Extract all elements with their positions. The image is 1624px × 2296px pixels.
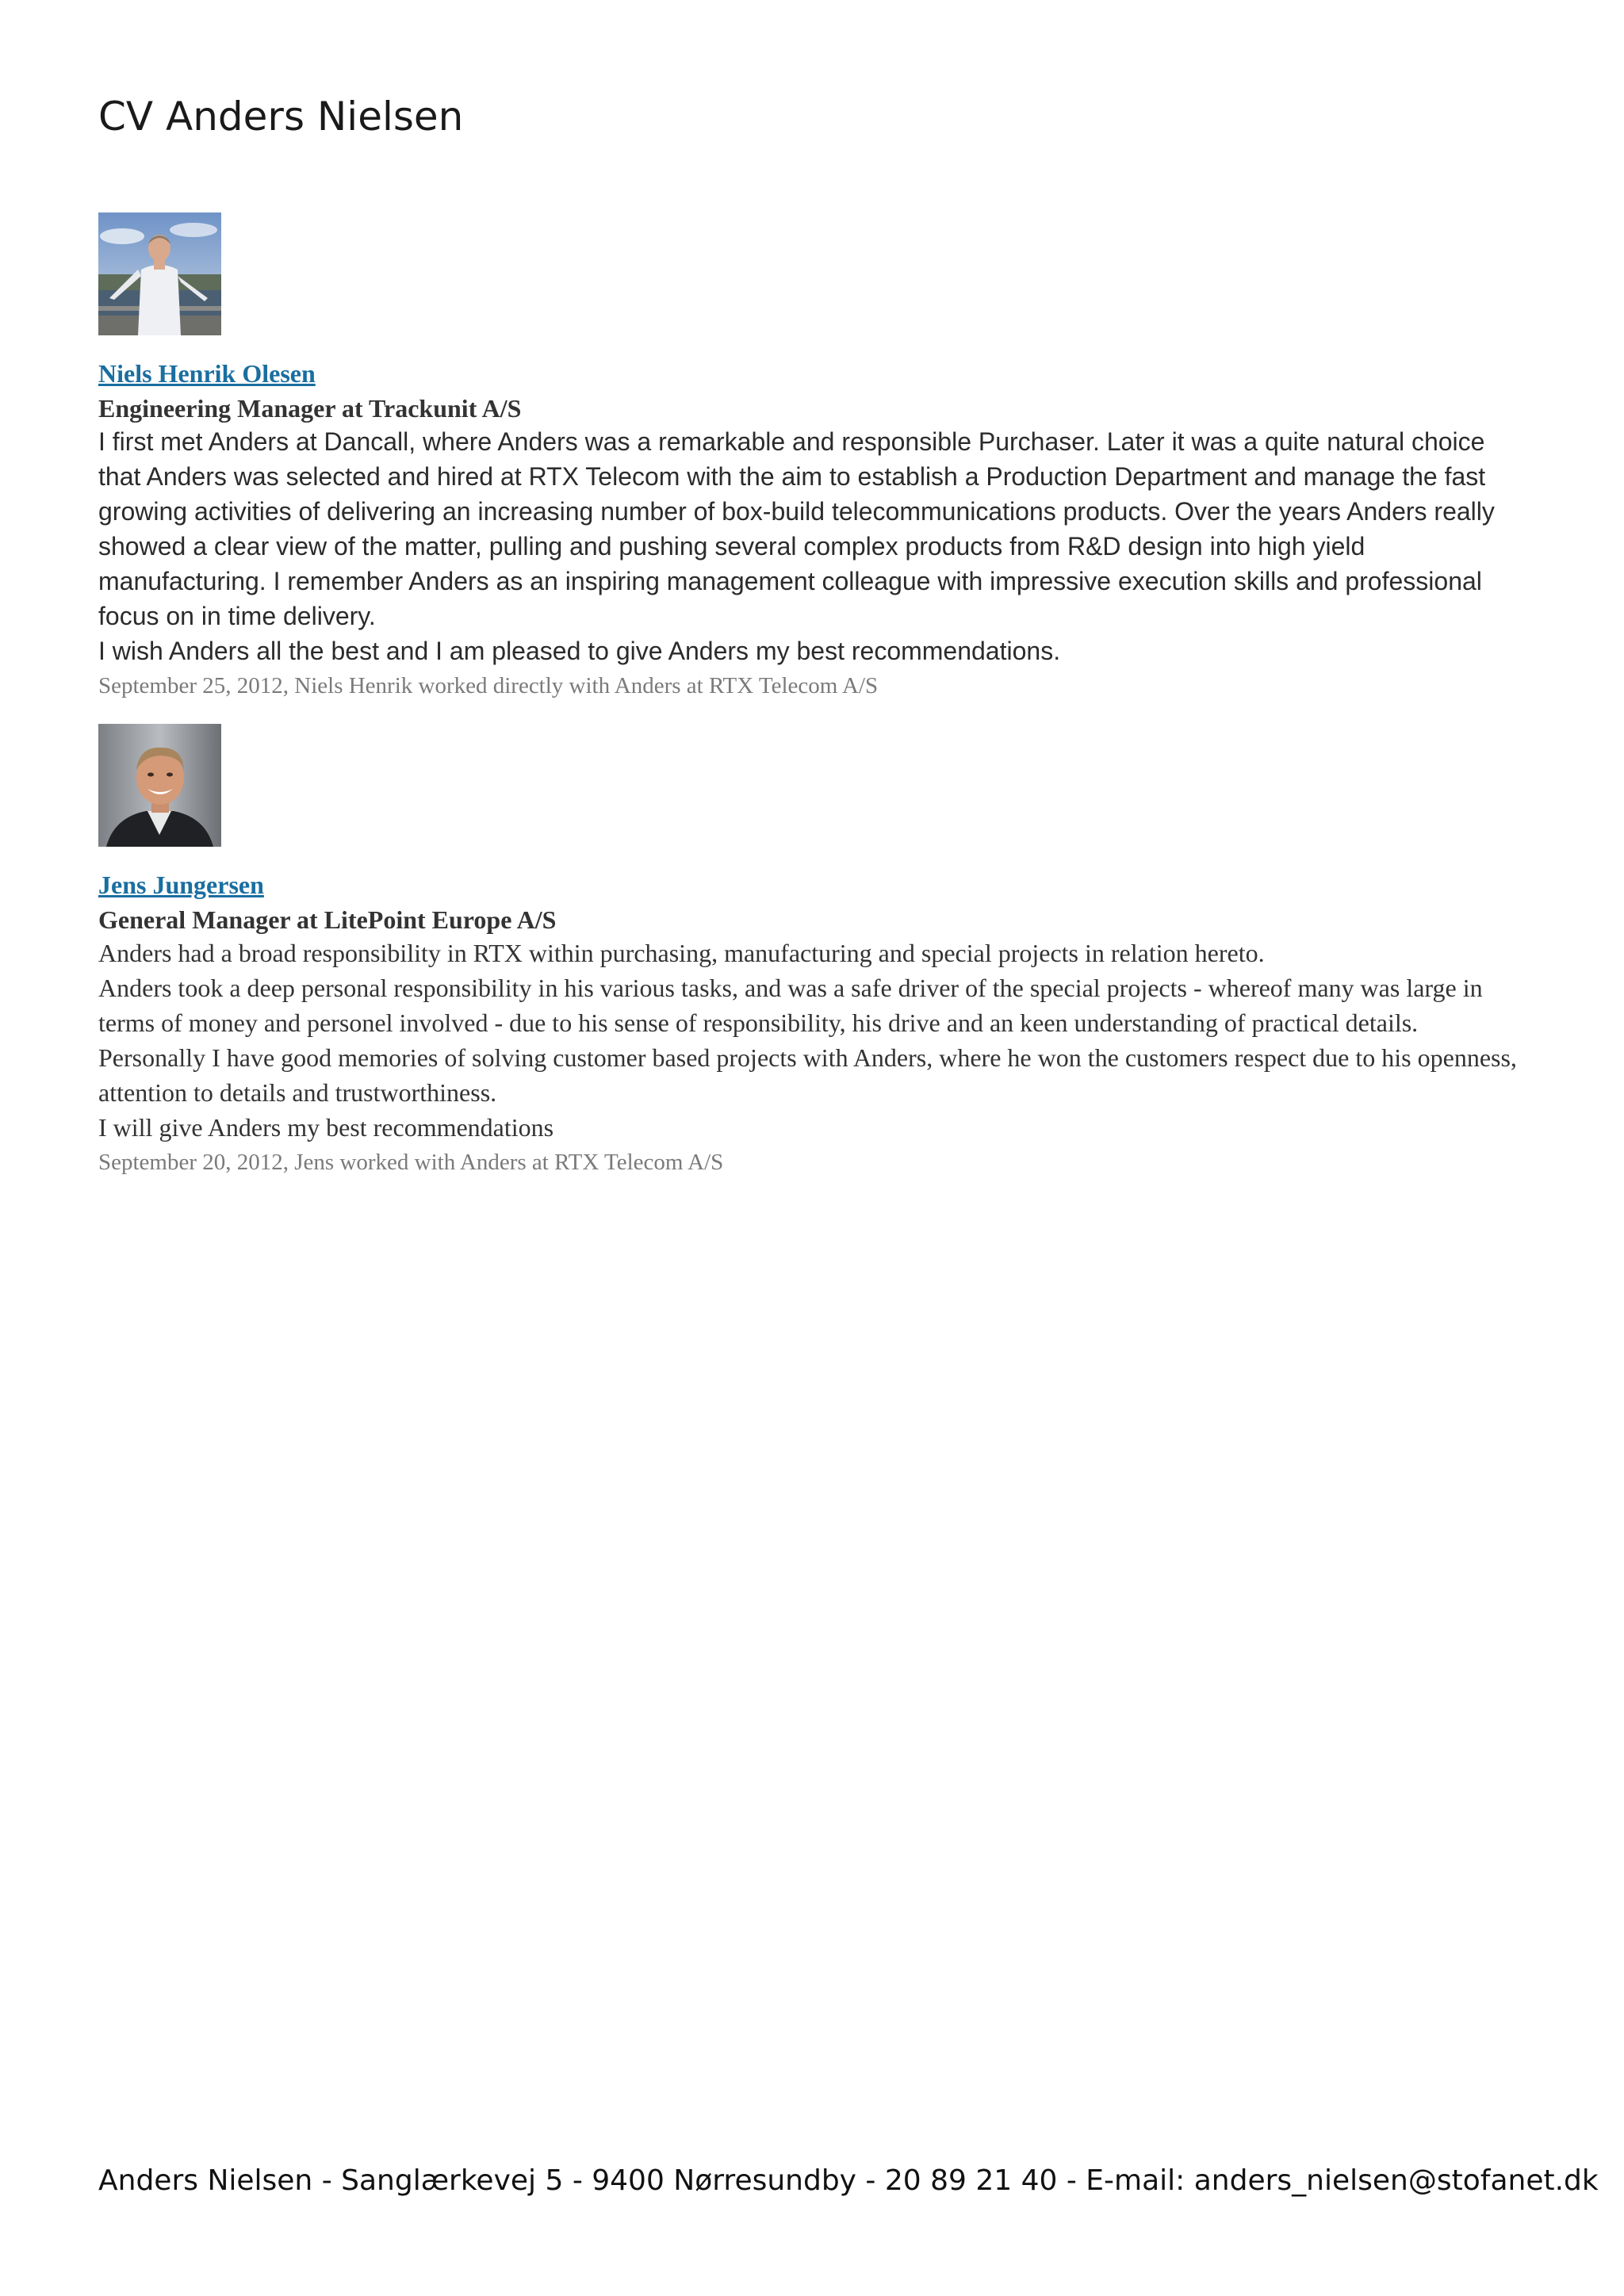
recommendation-date-relation: September 25, 2012, Niels Henrik worked directly with Anders at RTX Telecom A/S — [98, 673, 879, 698]
avatar-photo — [98, 212, 221, 335]
avatar-portrait-photo — [98, 724, 221, 847]
recommender-name-link[interactable]: Niels Henrik Olesen — [98, 359, 316, 388]
recommendation-date-relation: September 20, 2012, Jens worked with Anders at RTX Telecom A/S — [98, 1150, 724, 1175]
recommendation-text — [98, 936, 1526, 1145]
recommendation-paragraph: I will give Anders my best recommendations — [98, 1113, 554, 1142]
recommender-role: Engineering Manager at Trackunit A/S — [98, 394, 522, 423]
page-title: CV Anders Nielsen — [98, 94, 464, 140]
recommendation-paragraph: Personally I have good memories of solving customer based projects with Anders, where he won the customers respect due to his openness, attention to details and trustworthiness. — [98, 1043, 1517, 1107]
avatar-outdoor-photo — [98, 212, 221, 335]
recommendation-card — [98, 724, 1526, 1178]
avatar-photo — [98, 724, 221, 847]
recommendation-text — [98, 424, 1526, 668]
contact-footer: Anders Nielsen - Sanglærkevej 5 - 9400 Nørresundby - 20 89 21 40 - E-mail: anders_nielsen@stofanet.dk — [98, 2164, 1599, 2197]
recommender-name-link[interactable]: Jens Jungersen — [98, 871, 264, 899]
recommendation-card — [98, 212, 1526, 702]
recommender-role: General Manager at LitePoint Europe A/S — [98, 905, 557, 934]
recommendation-paragraph: I first met Anders at Dancall, where Anders was a remarkable and responsible Purchaser. Later it was a quite natural choice that Anders was selected and hired at RTX Telecom with the aim to establish a Production Department and manage the fast growing activities of delivering an increasing number of box-build telecommunications products. Over the years Anders really showed a clear view of the matter, pulling and pushing several complex products from R&D design into high yield manufacturing. I remember Anders as an inspiring management colleague with impressive execution skills and professional focus on in time delivery. — [98, 427, 1495, 630]
recommendation-paragraph: Anders had a broad responsibility in RTX within purchasing, manufacturing and special projects in relation hereto. — [98, 939, 1265, 967]
recommendation-paragraph: Anders took a deep personal responsibility in his various tasks, and was a safe driver of the special projects - whereof many was large in terms of money and personel involved - due to his sense of responsibility, his drive and an keen understanding of practical details. — [98, 974, 1483, 1037]
recommendation-paragraph: I wish Anders all the best and I am pleased to give Anders my best recommendations. — [98, 637, 1061, 665]
